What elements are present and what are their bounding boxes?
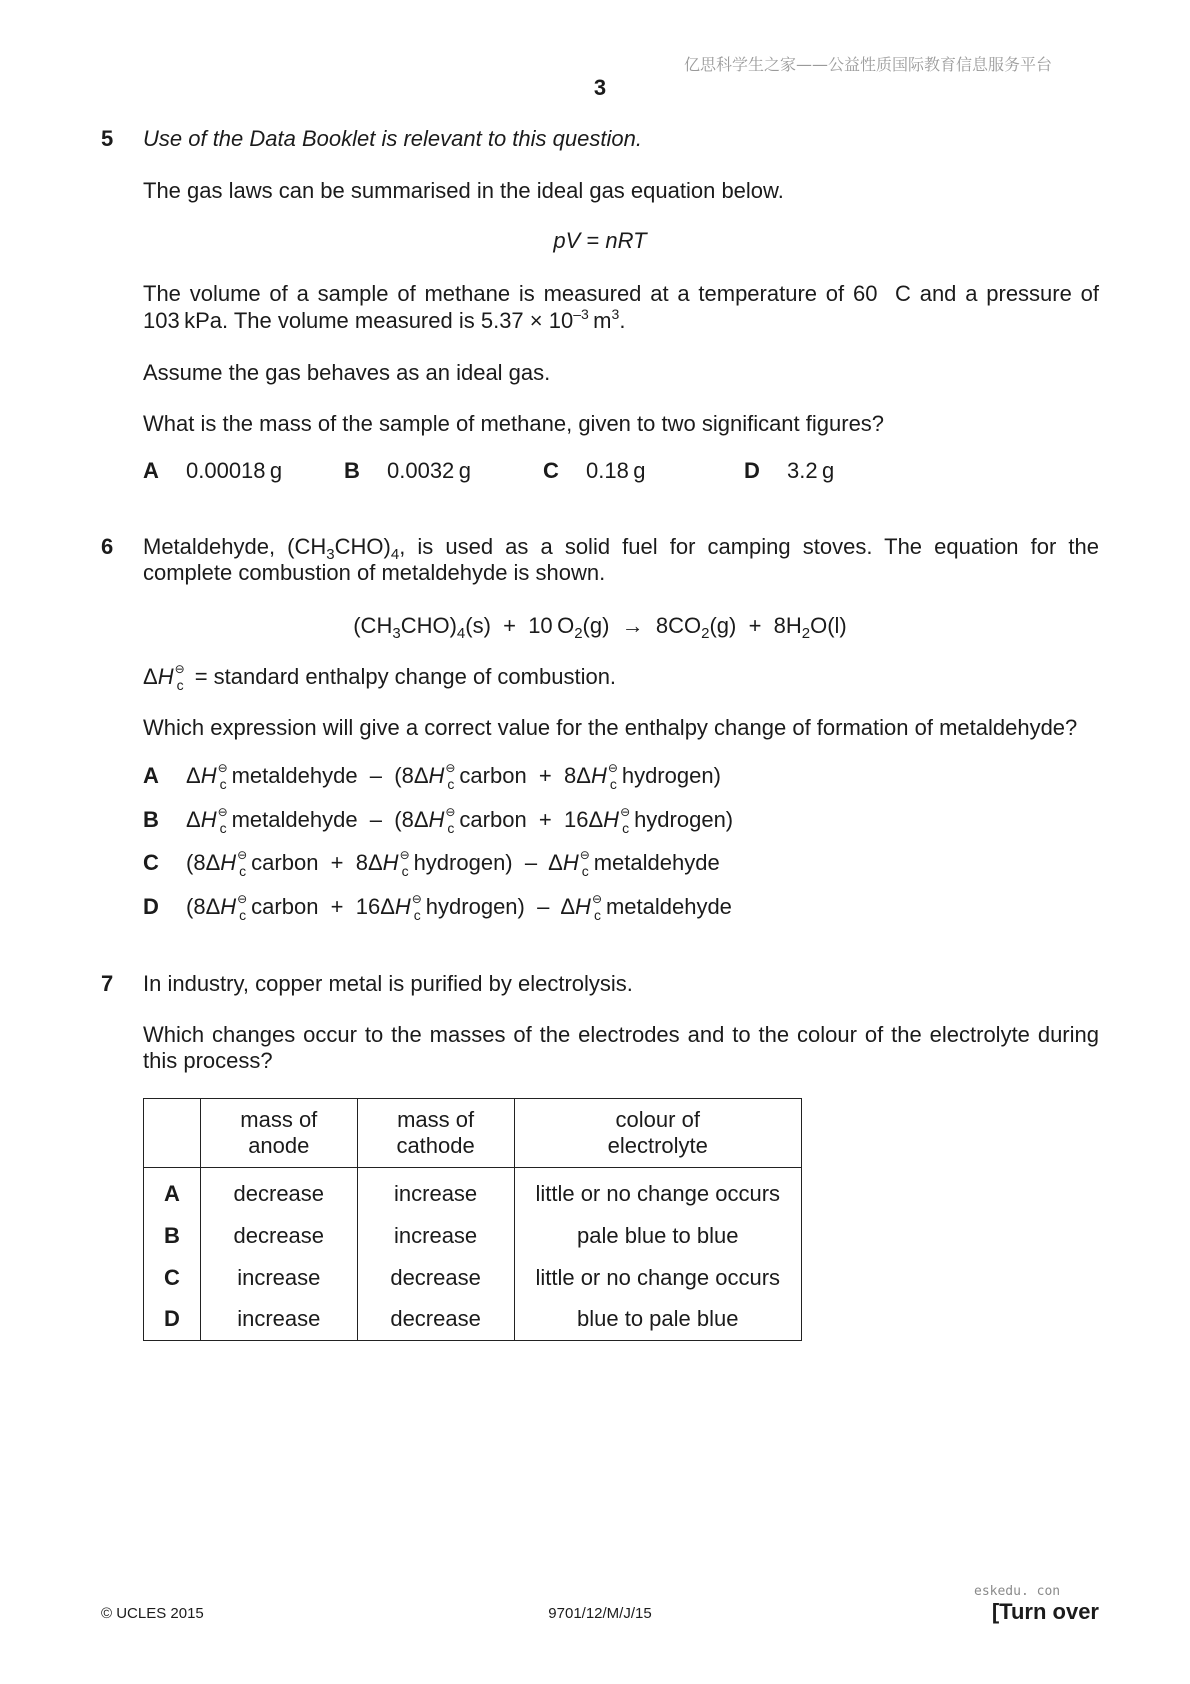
delta-symbol: Δ: [205, 850, 221, 875]
equation-part: (CH: [353, 613, 393, 638]
row-letter: C: [144, 1257, 201, 1299]
option-letter: D: [744, 458, 760, 483]
option-text: 0.00018 g: [186, 458, 283, 483]
question-5-statement: The gas laws can be summarised in the ideal gas equation below.: [143, 178, 784, 203]
electrolyte-cell: little or no change occurs: [514, 1257, 802, 1299]
symbol-stack: [237, 892, 248, 923]
option-text: 0.18 g: [586, 458, 646, 483]
option-letter: C: [143, 850, 159, 875]
header-mass-of-cathode: [357, 1099, 514, 1168]
subscript: 3: [392, 625, 401, 642]
enthalpy-symbol: H: [603, 807, 620, 832]
enthalpy-symbol: H: [220, 894, 237, 919]
header-line: anode: [248, 1133, 310, 1158]
delta-symbol: Δ: [143, 664, 158, 689]
volume-unit: m: [588, 308, 612, 333]
equation-part: (g) → 8CO: [582, 613, 702, 638]
table-row: [144, 1299, 802, 1341]
question-7-number: 7: [101, 971, 114, 996]
cathode-cell: decrease: [357, 1299, 514, 1341]
delta-h-combustion-symbol: [548, 848, 594, 879]
anode-cell: decrease: [200, 1215, 357, 1257]
subscript: 2: [701, 625, 710, 642]
question-7-prompt-line-2: this process?: [143, 1048, 273, 1073]
enthalpy-symbol: H: [428, 807, 445, 832]
delta-symbol: Δ: [413, 807, 429, 832]
option-d: [143, 892, 1099, 923]
option-text: hydrogen): [634, 807, 734, 832]
standard-state-symbol: ⊖: [411, 892, 422, 906]
cathode-cell: increase: [357, 1168, 514, 1215]
delta-symbol: Δ: [413, 763, 429, 788]
volume-unit-exponent: 3: [611, 306, 620, 322]
standard-state-symbol: ⊖: [237, 848, 248, 862]
delta-h-combustion-symbol: [576, 761, 622, 792]
delta-symbol: Δ: [560, 894, 576, 919]
option-text: (8: [186, 894, 206, 919]
option-text: 3.2 g: [787, 458, 835, 483]
equation-lhs: pV: [553, 228, 581, 253]
question-6-intro-line-1: [143, 533, 1099, 563]
option-text: carbon + 8: [251, 850, 368, 875]
option-b: [143, 805, 1099, 836]
cathode-cell: increase: [357, 1215, 514, 1257]
delta-symbol: Δ: [186, 763, 201, 788]
combustion-subscript: c: [176, 677, 184, 693]
question-5-assumption: Assume the gas behaves as an ideal gas.: [143, 360, 551, 385]
row-letter: A: [144, 1168, 201, 1215]
question-5-number: 5: [101, 126, 114, 151]
combustion-subscript: c: [622, 820, 630, 836]
delta-h-combustion-symbol: [413, 761, 460, 792]
standard-state-symbol: ⊖: [237, 892, 248, 906]
symbol-stack: [217, 805, 229, 836]
standard-state-symbol: ⊖: [445, 805, 456, 819]
delta-symbol: Δ: [548, 850, 563, 875]
header-mass-of-anode: [200, 1099, 357, 1168]
delta-symbol: Δ: [576, 763, 591, 788]
delta-h-combustion-symbol: [205, 848, 252, 879]
option-text: metaldehyde: [605, 894, 732, 919]
delta-h-combustion-symbol: [560, 892, 606, 923]
combustion-subscript: c: [413, 907, 421, 923]
option-c: [543, 457, 645, 484]
option-letter: A: [143, 763, 159, 788]
enthalpy-symbol: H: [200, 763, 217, 788]
equation-part: (g) + 8H: [709, 613, 802, 638]
delta-h-combustion-symbol: [380, 892, 426, 923]
turn-over-label: [Turn over: [991, 1599, 1099, 1624]
subscript: 2: [801, 625, 811, 642]
symbol-stack: [445, 805, 456, 836]
standard-state-symbol: ⊖: [591, 892, 602, 906]
header-letter-cell: [144, 1099, 201, 1168]
enthalpy-symbol: H: [382, 850, 399, 875]
enthalpy-symbol: H: [562, 850, 579, 875]
table-row: [144, 1215, 802, 1257]
combustion-subscript: c: [581, 863, 589, 879]
combustion-subscript: c: [219, 776, 227, 792]
subscript: 4: [456, 625, 466, 642]
electrolyte-cell: little or no change occurs: [514, 1168, 802, 1215]
question-5-instruction: Use of the Data Booklet is relevant to this question.: [143, 126, 642, 151]
combustion-subscript: c: [239, 907, 247, 923]
option-letter: B: [143, 807, 159, 832]
anode-cell: increase: [200, 1257, 357, 1299]
enthalpy-symbol: H: [394, 894, 411, 919]
option-text: metaldehyde: [593, 850, 720, 875]
electrolysis-options-table: [143, 1098, 802, 1341]
option-letter: D: [143, 894, 159, 919]
delta-h-combustion-symbol: [186, 805, 232, 836]
option-a: [143, 761, 1099, 792]
symbol-stack: [579, 848, 591, 879]
combustion-subscript: c: [609, 776, 617, 792]
enthalpy-symbol: H: [220, 850, 237, 875]
delta-h-combustion-symbol: [413, 805, 460, 836]
enthalpy-symbol: H: [200, 807, 217, 832]
delta-symbol: Δ: [186, 807, 201, 832]
volume-end: .: [619, 308, 626, 333]
symbol-stack: [591, 892, 603, 923]
option-letter: B: [344, 458, 360, 483]
header-line: mass of: [240, 1107, 318, 1132]
delta-symbol: Δ: [205, 894, 221, 919]
option-text: hydrogen) –: [413, 850, 549, 875]
standard-state-symbol: ⊖: [445, 761, 456, 775]
subscript: 2: [574, 625, 583, 642]
combustion-subscript: c: [401, 863, 409, 879]
delta-h-combustion-symbol: [367, 848, 414, 879]
delta-h-combustion-symbol: [186, 761, 232, 792]
delta-h-combustion-symbol: [205, 892, 252, 923]
question-5-prompt: What is the mass of the sample of methane, given to two significant figures?: [143, 411, 885, 436]
question-6-number: 6: [101, 534, 114, 559]
symbol-stack: [399, 848, 411, 879]
combustion-subscript: c: [447, 776, 455, 792]
question-5-volume-line-1: The volume of a sample of methane is measured at a temperature of 60 C and a pressure of: [143, 281, 1099, 306]
intro-text: CHO): [334, 534, 391, 559]
symbol-stack: [174, 662, 186, 693]
delta-h-combustion-symbol: [588, 805, 634, 836]
option-text: (8: [186, 850, 206, 875]
volume-text: 103 kPa. The volume measured is 5.37 × 10: [143, 308, 574, 333]
option-b: [344, 457, 471, 484]
enthalpy-symbol: H: [157, 664, 174, 689]
row-letter: B: [144, 1215, 201, 1257]
standard-state-symbol: ⊖: [620, 805, 631, 819]
subscript: 3: [326, 546, 335, 563]
question-7-prompt-line-1: Which changes occur to the masses of the electrodes and to the colour of the electrolyte during: [143, 1022, 1099, 1047]
table-row: [144, 1257, 802, 1299]
combustion-equation: [300, 612, 900, 642]
standard-state-symbol: ⊖: [174, 662, 185, 676]
option-text: metaldehyde – (8: [231, 807, 414, 832]
header-line: cathode: [396, 1133, 475, 1158]
enthalpy-symbol: H: [590, 763, 607, 788]
standard-state-symbol: ⊖: [399, 848, 410, 862]
combustion-subscript: c: [239, 863, 247, 879]
option-text: carbon + 16: [459, 807, 589, 832]
header-colour-of-electrolyte: [514, 1099, 802, 1168]
subscript: 4: [390, 546, 400, 563]
header-watermark: 亿思科学生之家——公益性质国际教育信息服务平台: [683, 55, 1052, 74]
page-number: 3: [593, 75, 607, 100]
electrolyte-cell: pale blue to blue: [514, 1215, 802, 1257]
standard-state-symbol: ⊖: [217, 805, 228, 819]
volume-exponent: –3: [573, 306, 589, 322]
standard-state-symbol: ⊖: [579, 848, 590, 862]
delta-h-combustion-symbol: [143, 662, 189, 693]
symbol-stack: [620, 805, 631, 836]
option-d: [744, 457, 834, 484]
question-5-volume-line-2: [143, 307, 1099, 334]
option-letter: A: [143, 458, 159, 483]
equation-part: O(l): [810, 613, 847, 638]
question-7-statement: In industry, copper metal is purified by electrolysis.: [143, 971, 633, 996]
delta-symbol: Δ: [380, 894, 395, 919]
equation-rhs: nRT: [605, 228, 647, 253]
enthalpy-symbol: H: [575, 894, 591, 919]
equation-equals: =: [580, 228, 606, 253]
standard-state-symbol: ⊖: [217, 761, 228, 775]
symbol-stack: [237, 848, 248, 879]
option-text: 0.0032 g: [387, 458, 471, 483]
combustion-subscript: c: [593, 907, 601, 923]
question-6-definition: [143, 662, 1099, 693]
combustion-subscript: c: [447, 820, 455, 836]
cathode-cell: decrease: [357, 1257, 514, 1299]
ideal-gas-equation: [500, 227, 700, 254]
option-letter: C: [543, 458, 559, 483]
symbol-stack: [445, 761, 456, 792]
symbol-stack: [217, 761, 229, 792]
question-6-prompt: Which expression will give a correct value for the enthalpy change of formation of metaldehyde?: [143, 715, 1078, 740]
symbol-stack: [411, 892, 423, 923]
delta-symbol: Δ: [367, 850, 383, 875]
definition-text: = standard enthalpy change of combustion.: [188, 664, 617, 689]
standard-state-symbol: ⊖: [607, 761, 618, 775]
option-text: carbon + 8: [459, 763, 577, 788]
equation-part: CHO): [400, 613, 457, 638]
option-text: hydrogen) –: [425, 894, 561, 919]
option-text: metaldehyde – (8: [231, 763, 414, 788]
anode-cell: decrease: [200, 1168, 357, 1215]
option-a: [143, 457, 282, 484]
row-letter: D: [144, 1299, 201, 1341]
option-text: carbon + 16: [251, 894, 381, 919]
question-6-intro-line-2: complete combustion of metaldehyde is shown.: [143, 560, 606, 585]
enthalpy-symbol: H: [428, 763, 445, 788]
table-row: [144, 1168, 802, 1215]
equation-part: (s) + 10 O: [465, 613, 575, 638]
header-line: colour of: [615, 1107, 700, 1132]
anode-cell: increase: [200, 1299, 357, 1341]
option-c: [143, 848, 1099, 879]
header-line: mass of: [397, 1107, 475, 1132]
intro-text: Metaldehyde, (CH: [143, 534, 327, 559]
intro-text: , is used as a solid fuel for camping stoves. The equation for the: [399, 534, 1099, 559]
electrolyte-cell: blue to pale blue: [514, 1299, 802, 1341]
delta-symbol: Δ: [588, 807, 604, 832]
table-header-row: [144, 1099, 802, 1168]
symbol-stack: [607, 761, 619, 792]
option-text: hydrogen): [621, 763, 721, 788]
footer-watermark: eskedu. con: [974, 1584, 1061, 1599]
copyright-notice: © UCLES 2015: [101, 1605, 204, 1622]
paper-code: 9701/12/M/J/15: [548, 1605, 652, 1622]
question-5-options: [143, 457, 1099, 484]
combustion-subscript: c: [219, 820, 227, 836]
header-line: electrolyte: [607, 1133, 708, 1158]
